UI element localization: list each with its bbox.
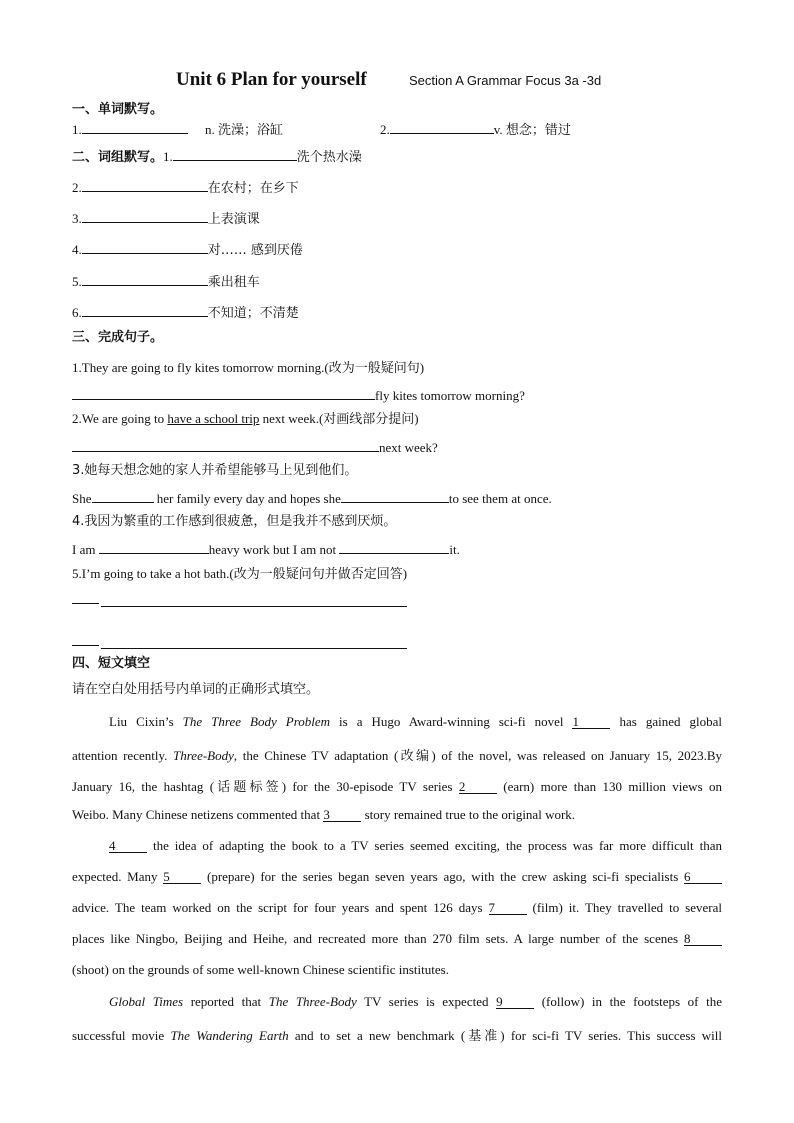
passage-text: (shoot) on the grounds of some well-known Chinese scientific institutes. [72,962,449,977]
s3-q4-c: it. [449,542,460,557]
passage-text: the idea of adapting the book to a TV series seemed exciting, the process was far more difficult than [147,838,722,853]
s3-q3-b: her family every day and hopes she [153,491,341,506]
s2-line-3 [72,210,260,226]
passage-italic-title: The Wandering Earth [170,1028,289,1043]
passage-blank-4[interactable]: 4 [109,839,147,853]
s2-item-num: 1. [163,149,173,164]
s2-line-2 [72,179,299,195]
s1-q2-text: v. 想念；错过 [493,122,571,137]
passage-line [72,900,722,931]
s2-item-blank[interactable] [82,304,208,317]
passage-line [72,931,722,962]
s3-q5-long-rule-2[interactable] [101,648,407,649]
s2-line-6 [72,304,299,320]
s3-q3-a: She [72,491,92,506]
passage-line [72,962,722,993]
passage-paragraph-2 [72,838,722,993]
s3-q2-pre: 2.We are going to [72,411,168,426]
s3-q2-blank[interactable] [72,439,379,452]
s1-q2-num: 2. [380,122,390,137]
passage-line [72,776,722,807]
s1-q2 [380,121,571,136]
section-2-heading: 二、词组默写。 [72,150,164,165]
s2-item-blank[interactable] [82,210,208,223]
passage-text: TV series is expected [356,994,497,1009]
s2-line-1 [72,148,362,164]
s3-q4-a: I am [72,542,99,557]
s3-q5-short-rule-2[interactable] [72,645,99,646]
passage-text: expected. Many [72,869,164,884]
s2-item-text: 在农村；在乡下 [207,181,299,196]
s3-q4-b: heavy work but I am not [208,542,340,557]
s2-item-num: 5. [72,274,82,289]
passage-text: attention recently. [72,748,173,763]
passage-blank-5[interactable]: 5 [163,870,201,884]
s2-item-text: 不知道；不清楚 [207,306,299,321]
s3-q3: 3.她每天想念她的家人并希望能够马上见到他们。 [72,463,358,478]
s3-q1: 1.They are going to fly kites tomorrow morning.(改为一般疑问句) [72,360,425,375]
s2-item-blank[interactable] [173,148,297,161]
s2-item-num: 4. [72,242,82,257]
passage-text: Liu Cixin’s [109,714,183,729]
s1-q1-blank[interactable] [82,121,188,134]
s3-q1-tail: fly kites tomorrow morning? [375,388,525,403]
passage-text: advice. The team worked on the script for four years and spent 126 days [72,900,489,915]
s2-item-text: 上表演课 [207,212,260,227]
passage-line [72,745,722,776]
s3-q4-blank-1[interactable] [99,541,209,554]
s1-q1 [72,121,283,136]
passage-line [72,838,722,869]
s2-item-text: 洗个热水澡 [296,150,362,165]
passage-text: (prepare) for the series began seven years ago, with the crew asking sci-fi specialists [201,869,684,884]
passage-text: places like Ningbo, Beijing and Heihe, and recreated more than 270 film sets. A large number of the scenes [72,931,684,946]
passage-text: (earn) more than 130 million views on [496,779,722,794]
passage-paragraph-1 [72,714,722,838]
s3-q1-blank[interactable] [72,387,375,400]
s2-item-blank[interactable] [82,241,208,254]
section-1-heading: 一、单词默写。 [72,102,164,117]
s3-q2-underlined: have a school trip [167,411,260,426]
s2-item-blank[interactable] [82,273,208,286]
s2-item-text: 乘出租车 [207,275,260,290]
passage-italic-title: The Three Body Problem [182,714,331,729]
passage-blank-7[interactable]: 7 [489,901,527,915]
passage-text: story remained true to the original work. [361,807,576,822]
s3-q4: 4.我因为繁重的工作感到很疲惫，但是我并不感到厌烦。 [72,514,397,529]
section-3-heading: 三、完成句子。 [72,330,164,345]
passage-blank-8[interactable]: 8 [684,932,722,946]
passage-line [72,714,722,745]
s3-q1-answer [72,387,525,402]
passage-line [72,994,722,1025]
passage-paragraph-3 [72,994,722,1056]
passage-text: and to set a new benchmark (基准) for sci-fi TV series. This success will [288,1028,723,1043]
s2-line-5 [72,273,260,289]
passage-text: (follow) in the footsteps of the [534,994,722,1009]
s2-item-text: 对…… 感到厌倦 [207,243,303,258]
s3-q2 [72,412,419,425]
passage-blank-1[interactable]: 1 [572,715,610,729]
passage-blank-3[interactable]: 3 [323,808,361,822]
passage-text: January 16, the hashtag (话题标签) for the 30-episode TV series [72,779,459,794]
s3-q5-short-rule-1[interactable] [72,603,99,604]
s3-q5: 5.I’m going to take a hot bath.(改为一般疑问句并做否定回答) [72,566,408,581]
passage-line [72,1025,722,1056]
passage-italic-title: Global Times [109,994,184,1009]
s3-q3-blank-2[interactable] [341,490,449,503]
s3-q3-blank-1[interactable] [92,490,154,503]
passage-line [72,869,722,900]
passage-text: has gained global [610,714,722,729]
s3-q5-long-rule-1[interactable] [101,606,407,607]
s3-q4-blank-2[interactable] [339,541,449,554]
s2-item-blank[interactable] [82,179,208,192]
page-subtitle: Section A Grammar Focus 3a -3d [409,73,602,88]
passage-text: is a Hugo Award-winning sci-fi novel [330,714,573,729]
page-title: Unit 6 Plan for yourself [176,69,367,90]
s2-item-num: 2. [72,180,82,195]
s3-q2-tail: next week? [379,440,438,455]
passage-text: successful movie [72,1028,171,1043]
passage-text: Weibo. Many Chinese netizens commented that [72,807,324,822]
section-4-heading: 四、短文填空 [72,656,151,671]
passage-blank-9[interactable]: 9 [496,995,534,1009]
s2-line-4 [72,241,303,257]
s3-q3-answer [72,490,552,505]
s3-q4-answer [72,541,460,556]
s2-item-num: 6. [72,305,82,320]
passage-text: reported that [183,994,269,1009]
s4-instruction: 请在空白处用括号内单词的正确形式填空。 [72,682,320,697]
s1-q1-text: n. 洗澡；浴缸 [201,122,284,137]
s2-item-num: 3. [72,211,82,226]
passage-blank-2[interactable]: 2 [459,780,497,794]
passage-text: (film) it. They travelled to several [526,900,722,915]
passage-text: , the Chinese TV adaptation (改编) of the novel, was released on January 15, 2023.By [233,748,722,763]
s1-q1-num: 1. [72,122,82,137]
s3-q3-c: to see them at once. [448,491,552,506]
s3-q2-answer [72,439,438,454]
passage-italic-title: The Three-Body [268,994,357,1009]
s1-q2-blank[interactable] [390,121,494,134]
passage-blank-6[interactable]: 6 [684,870,722,884]
passage-italic-title: Three-Body [173,748,234,763]
passage-line [72,807,722,838]
s3-q2-post: next week.(对画线部分提问) [259,411,419,426]
